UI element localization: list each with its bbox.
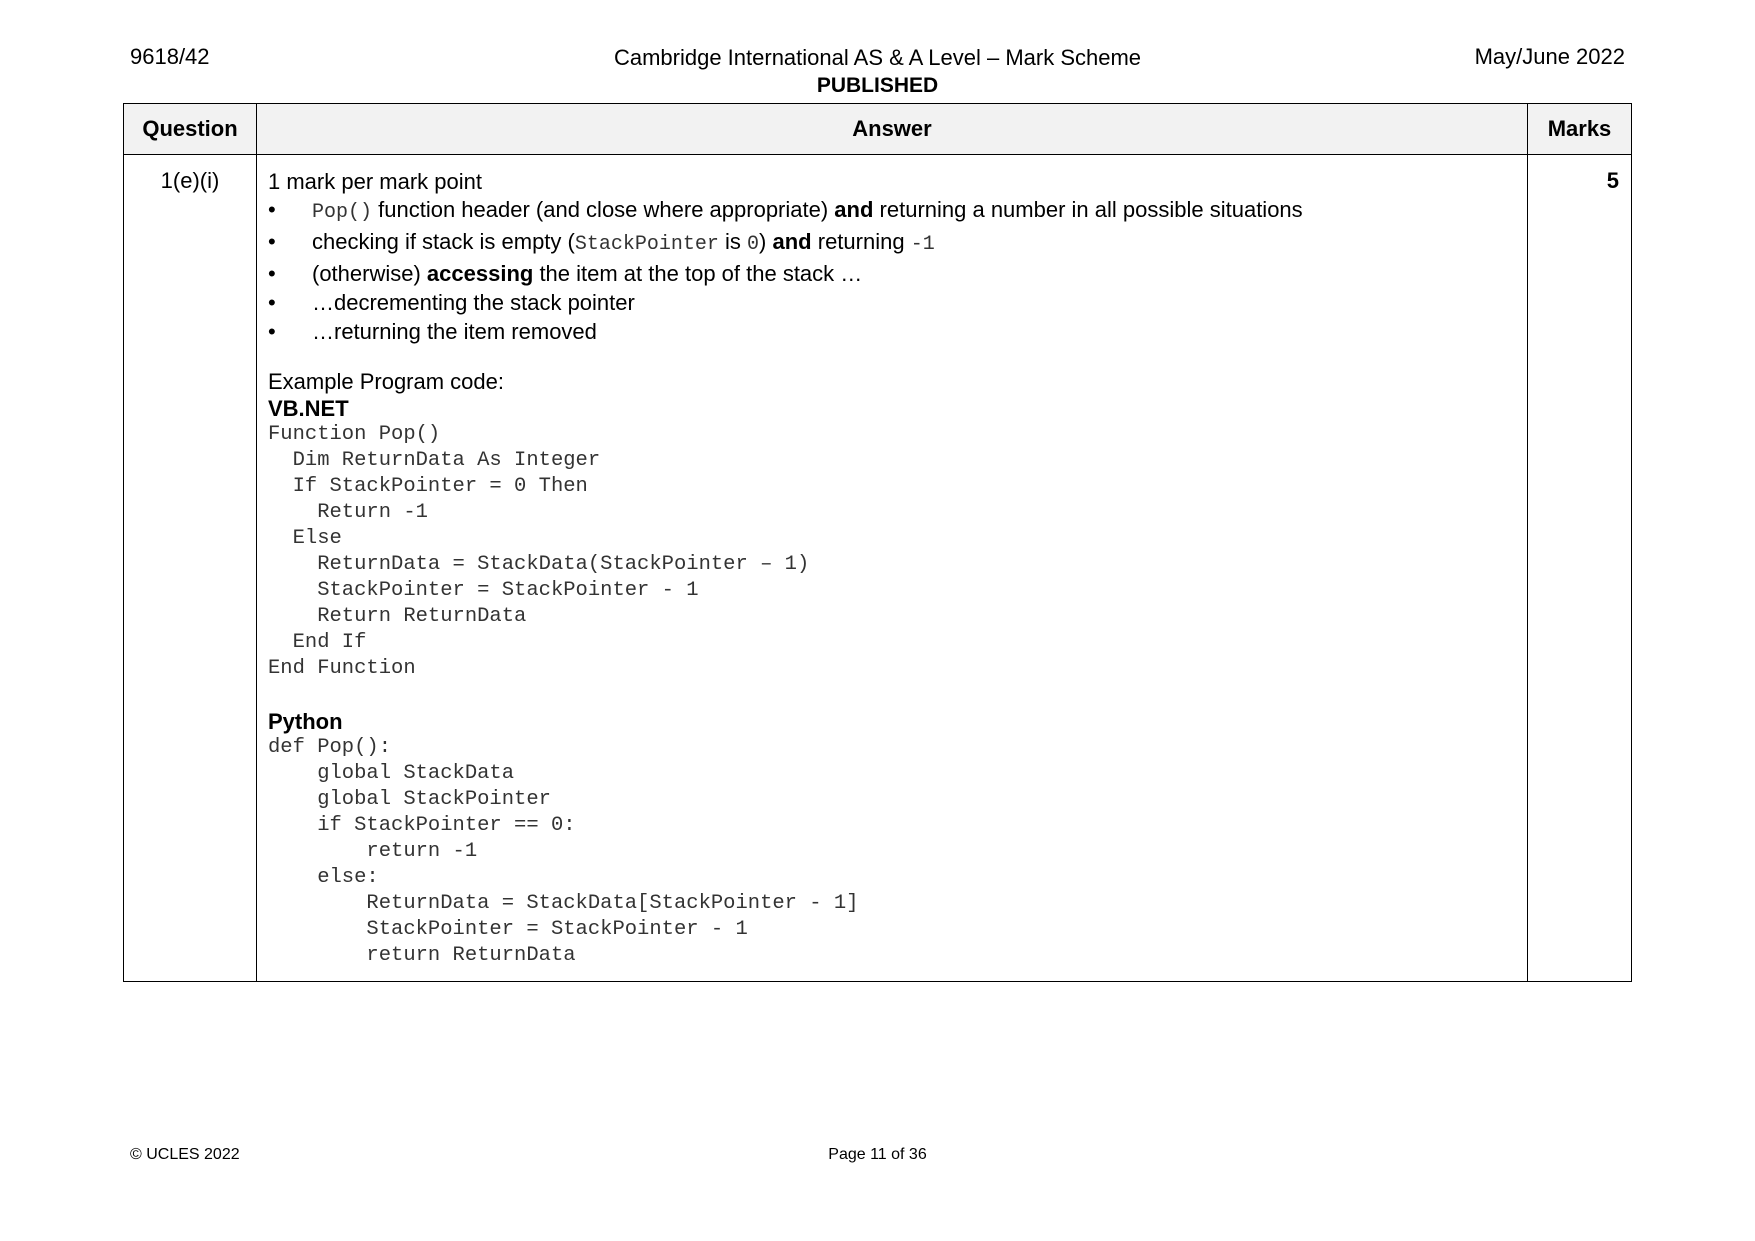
vbnet-code-block: Function Pop() Dim ReturnData As Integer If StackPointer = 0 Then Return -1 Else ReturnData = StackData(StackPointer – 1) StackPointer = StackPointer - 1 Return ReturnData End If End Function (268, 423, 810, 680)
mark-intro: 1 mark per mark point (268, 169, 482, 194)
table-row (124, 155, 1632, 982)
python-label: Python (268, 709, 343, 734)
exam-session: May/June 2022 (1474, 44, 1625, 69)
bullet-icon: • (268, 290, 276, 315)
mark-point: • …decrementing the stack pointer (268, 290, 635, 315)
column-header-answer: Answer (257, 104, 1528, 155)
mark-point: • checking if stack is empty (StackPointer is 0) and returning -1 (268, 229, 935, 256)
mark-point: • Pop() function header (and close where appropriate) and returning a number in all possible situations (268, 197, 1303, 224)
bullet-icon: • (268, 319, 276, 344)
page-number: Page 11 of 36 (828, 1146, 927, 1163)
bullet-icon: • (268, 229, 276, 254)
question-number: 1(e)(i) (124, 155, 257, 982)
bullet-icon: • (268, 197, 276, 222)
vbnet-label: VB.NET (268, 396, 349, 421)
python-code-block: def Pop(): global StackData global StackPointer if StackPointer == 0: return -1 else: ReturnData = StackData[StackPointer - 1] StackPointer = StackPointer - 1 return ReturnData (268, 736, 859, 967)
copyright: © UCLES 2022 (130, 1146, 240, 1163)
bullet-icon: • (268, 261, 276, 286)
example-label: Example Program code: (268, 369, 504, 394)
answer-cell (257, 155, 1528, 982)
marks-value: 5 (1528, 155, 1632, 982)
published-label: PUBLISHED (816, 74, 939, 97)
mark-point: • (otherwise) accessing the item at the top of the stack … (268, 261, 863, 286)
mark-points (268, 195, 1517, 346)
table-header-row (124, 104, 1632, 155)
column-header-marks: Marks (1528, 104, 1632, 155)
title-text: Cambridge International AS & A Level – Mark Scheme (613, 45, 1142, 70)
paper-code: 9618/42 (130, 44, 210, 69)
mark-scheme-table (123, 103, 1632, 982)
mark-point: • …returning the item removed (268, 319, 597, 344)
column-header-question: Question (124, 104, 257, 155)
